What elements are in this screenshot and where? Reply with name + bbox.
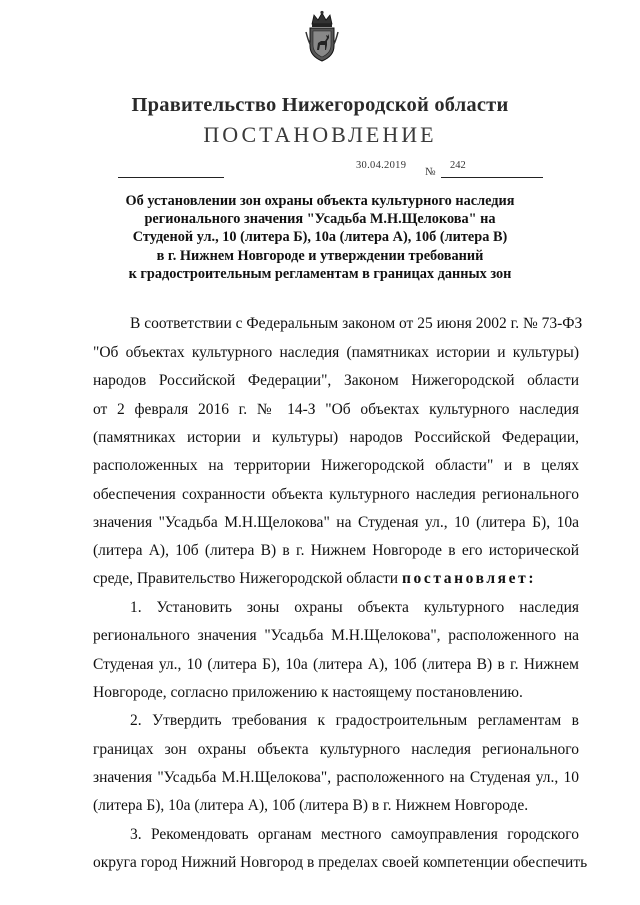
preamble-line: (памятниках истории и культуры) народов Российской Федерации, [93,429,579,446]
document-date: 30.04.2019 [356,160,407,171]
document-type: ПОСТАНОВЛЕНИЕ [203,122,437,147]
government-name: Правительство Нижегородской области [131,94,509,116]
preamble-line: обеспечения сохранности объекта культурного наследия регионального [93,486,579,503]
item2-line: (литера Б), 10а (литера А), 10б (литера В) в г. Нижнем Новгороде. [93,797,529,814]
date-underline-left [118,177,224,178]
item2-line: 2. Утвердить требования к градостроительным регламентам в [130,712,579,729]
preamble-line: расположенных на территории Нижегородской области" и в целях [93,457,579,474]
title-line: Об установлении зон охраны объекта культурного наследия [125,193,515,209]
item1-line: Новгороде, согласно приложению к настоящему постановлению. [93,684,523,701]
document-number: 242 [450,160,466,171]
preamble-last-text: среде, Правительство Нижегородской области [93,570,402,587]
coat-of-arms-icon [303,10,341,64]
item1-line: 1. Установить зоны охраны объекта культурного наследия [130,599,579,616]
title-line: в г. Нижнем Новгороде и утверждении требований [156,247,484,264]
item2-line: границах зон охраны объекта культурного наследия регионального [93,741,579,758]
preamble-line: от 2 февраля 2016 г. № 14-З "Об объектах культурного наследия [93,401,579,418]
preamble-line: (литера А), 10б (литера В) в г. Нижнем Новгороде в его исторической [93,542,579,559]
title-line: Студеной ул., 10 (литера Б), 10а (литера А), 10б (литера В) [132,229,508,246]
document-title [100,192,540,283]
preamble-line: "Об объектах культурного наследия (памятниках истории и культуры) [93,344,579,361]
preamble-line: народов Российской Федерации", Законом Нижегородской области [93,372,579,389]
title-line: регионального значения "Усадьба М.Н.Щелокова" на [144,211,496,228]
item2-line: значения "Усадьба М.Н.Щелокова", расположенного на Студеная ул., 10 [93,769,579,786]
number-sign: № [425,166,436,178]
preamble-line: значения "Усадьба М.Н.Щелокова" на Студеная ул., 10 (литера Б), 10а [93,514,579,531]
number-underline [441,177,543,178]
preamble-line: В соответствии с Федеральным законом от 25 июня 2002 г. № 73-ФЗ [130,315,583,332]
item3-line: 3. Рекомендовать органам местного самоуправления городского [130,826,579,843]
item3-line: округа город Нижний Новгород в пределах своей компетенции обеспечить [93,854,588,871]
preamble-last-line [93,569,579,589]
item1-line: регионального значения "Усадьба М.Н.Щелокова", расположенного на [93,627,579,644]
title-line: к градостроительным регламентам в границах данных зон [128,265,512,282]
item1-line: Студеная ул., 10 (литера Б), 10а (литера А), 10б (литера В) в г. Нижнем [93,656,579,673]
decree-word: постановляет: [401,570,537,587]
